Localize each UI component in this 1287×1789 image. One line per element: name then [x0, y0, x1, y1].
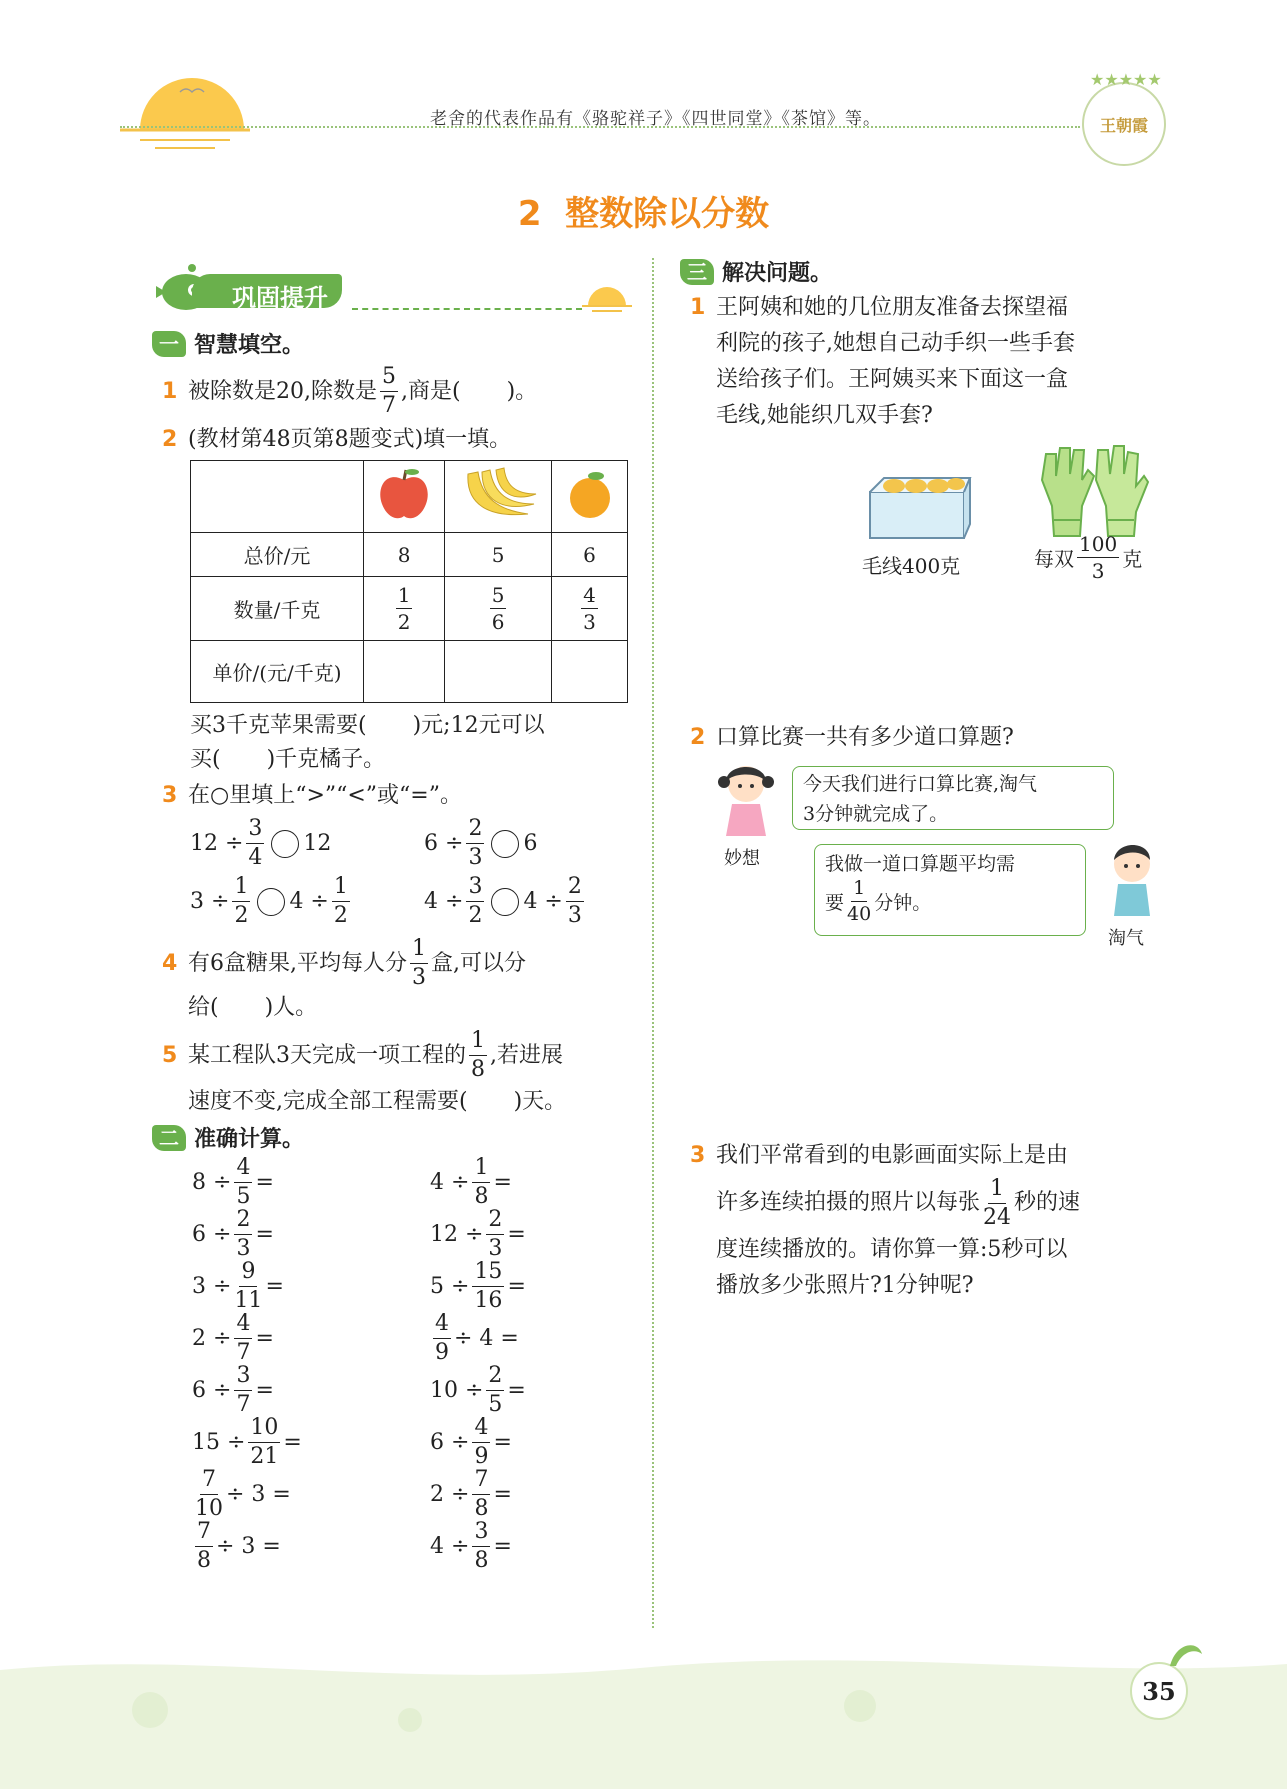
- qty-apple-num: 1: [397, 583, 411, 607]
- calc-frac-num: 7: [472, 1469, 490, 1495]
- calc-fraction: [195, 1466, 223, 1521]
- banana-cell: [445, 461, 552, 533]
- q2-after2b: )千克橘子。: [266, 747, 386, 772]
- q4-frac-den: 3: [412, 965, 426, 990]
- calc-fraction: [472, 1258, 504, 1313]
- small-sun-icon: [582, 282, 632, 314]
- apple-cell: [364, 461, 445, 533]
- unit-price-orange-input[interactable]: [552, 641, 628, 703]
- calc-frac-den: 9: [474, 1443, 489, 1469]
- q1-text-a: 被除数是20,除数是: [188, 378, 377, 404]
- calc-frac-num: 4: [234, 1157, 252, 1183]
- unit-price-label: 单价/(元/千克): [191, 641, 364, 703]
- calc-fraction: [472, 1414, 490, 1469]
- price-table: [190, 460, 628, 703]
- calc-frac-den: 8: [474, 1495, 489, 1521]
- calc-pre: 8 ÷: [192, 1169, 232, 1195]
- calc-post: ÷ 3 =: [216, 1533, 281, 1559]
- consolidate-banner: [152, 262, 632, 314]
- question-5: [162, 1030, 563, 1081]
- calc-pre: 5 ÷: [430, 1273, 470, 1299]
- calc-frac-num: 2: [234, 1209, 252, 1235]
- calc-post: ÷ 4 =: [454, 1325, 519, 1351]
- calc-left-column: [192, 1156, 362, 1572]
- calc-fraction: [234, 1310, 252, 1365]
- q1-fraction: [380, 366, 398, 417]
- p2-text: 口算比赛一共有多少道口算题?: [716, 725, 1014, 750]
- brand-logo-text: 王朝霞: [1099, 115, 1148, 135]
- boy-speech-2a: 要: [825, 892, 845, 914]
- q3-item-2: [424, 818, 537, 869]
- boy-fraction: [847, 879, 871, 924]
- calc-post: =: [255, 1325, 274, 1351]
- p3-frac-num: 1: [988, 1178, 1006, 1204]
- boy-frac-den: 40: [847, 903, 872, 925]
- calc-frac-num: 15: [472, 1261, 504, 1287]
- orange-cell: [552, 461, 628, 533]
- calc-pre: 10 ÷: [430, 1377, 484, 1403]
- banner-label: 巩固提升: [232, 284, 328, 312]
- left-item-3: [192, 1260, 362, 1312]
- calc-frac-den: 3: [488, 1235, 503, 1261]
- calc-pre: 6 ÷: [430, 1429, 470, 1455]
- header: [0, 0, 1287, 150]
- calc-frac-num: 1: [472, 1157, 490, 1183]
- q1-frac-num: 5: [380, 366, 398, 392]
- calc-post: =: [493, 1169, 512, 1195]
- q5-text-a: 某工程队3天完成一项工程的: [188, 1042, 466, 1068]
- left-item-5: [192, 1364, 362, 1416]
- section2-heading: [152, 1122, 304, 1153]
- yarn-label: 毛线400克: [862, 554, 961, 578]
- right-item-3: [430, 1260, 586, 1312]
- right-item-1: [430, 1156, 586, 1208]
- banana-icon: [458, 464, 538, 524]
- footer-wave: [0, 1650, 1287, 1789]
- apple-icon: [374, 466, 434, 522]
- right-item-5: [430, 1364, 586, 1416]
- left-item-4: [192, 1312, 362, 1364]
- glove-label-post: 克: [1122, 547, 1143, 571]
- calc-frac-den: 11: [234, 1287, 263, 1313]
- calc-post: =: [283, 1429, 302, 1455]
- q3-item4-frac-b: [566, 876, 584, 927]
- question-3-number: 3: [162, 783, 178, 808]
- q3-item3-b: 4 ÷: [289, 888, 329, 914]
- calc-frac-num: 7: [200, 1469, 218, 1495]
- brand-logo: [1082, 82, 1166, 166]
- boy-name: 淘气: [1108, 928, 1144, 949]
- calc-frac-num: 4: [472, 1417, 490, 1443]
- question-1-number: 1: [162, 378, 178, 404]
- q3-item1-den: 4: [248, 845, 263, 870]
- qty-orange-den: 3: [583, 610, 596, 634]
- calc-frac-den: 16: [474, 1287, 503, 1313]
- calc-fraction: [248, 1414, 280, 1469]
- q3-item1-a: 12 ÷: [190, 830, 244, 856]
- glove-label: [1034, 534, 1142, 581]
- q3-item-4: [424, 876, 587, 927]
- q3-item-1: [190, 818, 331, 869]
- calc-frac-den: 10: [195, 1495, 223, 1521]
- q3-item4-den-a: 2: [468, 903, 483, 928]
- boy-speech-line-2: [825, 879, 1075, 924]
- q3-text: 在○里填上“>”“<”或“=”。: [188, 783, 462, 808]
- boy-speech-2b: 分钟。: [874, 892, 932, 914]
- q3-item3-den-b: 2: [333, 903, 348, 928]
- qty-orange-num: 4: [583, 583, 596, 607]
- calc-fraction: [195, 1518, 213, 1573]
- question-5-number: 5: [162, 1042, 178, 1068]
- section3-badge: 三: [680, 259, 714, 285]
- section3-title: 解决问题。: [722, 261, 833, 286]
- calc-frac-num: 2: [486, 1365, 504, 1391]
- calc-pre: 15 ÷: [192, 1429, 246, 1455]
- q3-item3-den-a: 2: [234, 903, 249, 928]
- unit-price-banana-input[interactable]: [445, 641, 552, 703]
- q5-fraction: [469, 1030, 487, 1081]
- question-5-line-2: [188, 1084, 566, 1120]
- gloves-illustration: [1034, 440, 1150, 540]
- calc-fraction: [486, 1362, 504, 1417]
- calc-frac-num: 3: [472, 1521, 490, 1547]
- q3-item3-num-b: 1: [332, 876, 350, 902]
- q3-item4-num-a: 3: [466, 876, 484, 902]
- calc-pre: 3 ÷: [192, 1273, 232, 1299]
- girl-speech-line-2: 3分钟就完成了。: [803, 803, 949, 825]
- q4-frac-num: 1: [410, 938, 428, 964]
- calc-frac-num: 4: [234, 1313, 252, 1339]
- calc-pre: 4 ÷: [430, 1169, 470, 1195]
- q1-text-c: )。: [506, 378, 538, 404]
- question-4-line-2: [188, 990, 317, 1026]
- q3-item2-a: 6 ÷: [424, 830, 464, 856]
- q5-frac-num: 1: [469, 1030, 487, 1056]
- compare-circle-1[interactable]: [271, 830, 299, 858]
- calc-frac-den: 21: [250, 1443, 279, 1469]
- total-price-banana: 5: [445, 533, 552, 577]
- q4-text-d: )人。: [264, 995, 318, 1020]
- q2-follow-line-1: [190, 708, 545, 744]
- problem-2-number: 2: [690, 725, 706, 750]
- q3-item1-frac: [246, 818, 264, 869]
- question-4-number: 4: [162, 950, 178, 976]
- sun-illustration: [120, 70, 250, 150]
- p3-line-4: 播放多少张照片?1分钟呢?: [716, 1273, 974, 1298]
- calc-post: =: [493, 1429, 512, 1455]
- qty-apple-den: 2: [397, 610, 411, 634]
- q4-text-c: 给(: [188, 995, 219, 1020]
- q4-text-b: 盒,可以分: [431, 950, 526, 976]
- calc-post: =: [255, 1169, 274, 1195]
- quantity-label: 数量/千克: [191, 577, 364, 641]
- q2-after1a: 买3千克苹果需要(: [190, 713, 367, 738]
- p1-line-1: 王阿姨和她的几位朋友准备去探望福: [716, 295, 1069, 320]
- p3-fraction: [983, 1175, 1012, 1230]
- right-item-8: [430, 1520, 586, 1572]
- banner-line: [352, 308, 582, 310]
- calc-frac-den: 5: [488, 1391, 503, 1417]
- calc-fraction: [472, 1466, 490, 1521]
- calc-pre: 12 ÷: [430, 1221, 484, 1247]
- left-item-2: [192, 1208, 362, 1260]
- header-tip: 老舍的代表作品有《骆驼祥子》《四世同堂》《茶馆》等。: [430, 109, 881, 129]
- calc-frac-den: 5: [236, 1183, 251, 1209]
- compare-circle-3[interactable]: [257, 888, 285, 916]
- problem-3-number: 3: [690, 1143, 706, 1168]
- q1-frac-den: 7: [382, 393, 396, 418]
- dolphin-icon: [1166, 1636, 1206, 1676]
- q3-item4-num-b: 2: [566, 876, 584, 902]
- right-item-7: [430, 1468, 586, 1520]
- q3-item1-b: 12: [303, 830, 332, 856]
- q3-item1-num: 3: [246, 818, 264, 844]
- q3-item3-frac-a: [232, 876, 250, 927]
- calc-frac-num: 10: [248, 1417, 280, 1443]
- calc-frac-den: 8: [474, 1183, 489, 1209]
- boy-speech-bubble: [814, 844, 1086, 936]
- girl-name: 妙想: [724, 848, 760, 869]
- p3-line-2b: 秒的速: [1014, 1190, 1081, 1215]
- q3-item3-frac-b: [332, 876, 350, 927]
- calc-frac-den: 8: [197, 1547, 211, 1573]
- q5-text-b: ,若进展: [490, 1042, 563, 1068]
- q1-text-b: ,商是(: [401, 378, 461, 404]
- calc-frac-num: 7: [195, 1521, 213, 1547]
- table-corner-cell: [191, 461, 364, 533]
- calc-pre: 4 ÷: [430, 1533, 470, 1559]
- calc-post: =: [255, 1221, 274, 1247]
- q3-item4-den-b: 3: [567, 903, 582, 928]
- q5-text-c: 速度不变,完成全部工程需要(: [188, 1089, 468, 1114]
- boy-frac-num: 1: [851, 879, 867, 902]
- q3-item3-a: 3 ÷: [190, 888, 230, 914]
- calc-post: =: [507, 1273, 526, 1299]
- q3-item2-den: 3: [468, 845, 483, 870]
- calc-fraction: [234, 1362, 252, 1417]
- calc-post: =: [507, 1377, 526, 1403]
- qty-banana-den: 6: [491, 610, 505, 634]
- calc-post: =: [493, 1481, 512, 1507]
- calc-frac-den: 7: [236, 1339, 251, 1365]
- section1-badge: 一: [152, 331, 186, 357]
- left-item-6: [192, 1416, 362, 1468]
- quantity-banana: [445, 577, 552, 641]
- calc-frac-den: 9: [435, 1339, 449, 1365]
- boy-avatar: [1104, 840, 1160, 924]
- total-price-orange: 6: [552, 533, 628, 577]
- left-item-8: [192, 1520, 362, 1572]
- q3-item2-frac: [466, 818, 484, 869]
- quantity-apple: [364, 577, 445, 641]
- calc-pre: 6 ÷: [192, 1377, 232, 1403]
- calc-pre: 2 ÷: [192, 1325, 232, 1351]
- total-price-label: 总价/元: [191, 533, 364, 577]
- calc-frac-num: 4: [433, 1313, 451, 1339]
- page-number: 35: [1142, 1676, 1176, 1706]
- problem-2: [690, 720, 1014, 756]
- star-icons: ★★★★★: [1090, 70, 1162, 89]
- total-price-apple: 8: [364, 533, 445, 577]
- q3-item2-num: 2: [466, 818, 484, 844]
- orange-icon: [562, 466, 618, 522]
- q3-item3-num-a: 1: [232, 876, 250, 902]
- compare-circle-4[interactable]: [491, 888, 519, 916]
- glove-fraction: [1077, 534, 1119, 581]
- calc-frac-den: 7: [236, 1391, 251, 1417]
- glove-frac-den: 3: [1091, 559, 1105, 583]
- calc-pre: 6 ÷: [192, 1221, 232, 1247]
- calc-frac-num: 9: [239, 1261, 257, 1287]
- yarn-box-illustration: [864, 470, 974, 542]
- calc-post: =: [255, 1377, 274, 1403]
- question-2: [162, 422, 511, 458]
- glove-label-pre: 每双: [1034, 547, 1074, 571]
- q4-fraction: [410, 938, 428, 989]
- calc-pre: 2 ÷: [430, 1481, 470, 1507]
- q3-item4-frac-a: [466, 876, 484, 927]
- calc-post: ÷ 3 =: [226, 1481, 291, 1507]
- question-3: [162, 778, 462, 814]
- q3-item-3: [190, 876, 353, 927]
- girl-avatar: [716, 760, 776, 844]
- q3-item4-b: 4 ÷: [523, 888, 563, 914]
- q4-text-a: 有6盒糖果,平均每人分: [188, 950, 407, 976]
- qty-banana-num: 5: [491, 583, 505, 607]
- calc-post: =: [265, 1273, 284, 1299]
- right-item-2: [430, 1208, 586, 1260]
- column-divider: [652, 258, 654, 1628]
- unit-price-apple-input[interactable]: [364, 641, 445, 703]
- calc-frac-num: 2: [486, 1209, 504, 1235]
- girl-speech-bubble: [792, 766, 1114, 830]
- calc-fraction: [472, 1154, 490, 1209]
- p3-line-2a: 许多连续拍摄的照片以每张: [716, 1190, 981, 1215]
- page-title: 2 整数除以分数: [517, 194, 770, 234]
- calc-fraction: [472, 1518, 490, 1573]
- q2-after1b: )元;12元可以: [412, 713, 545, 738]
- q3-item4-a: 4 ÷: [424, 888, 464, 914]
- p3-line-3: 度连续播放的。请你算一算:5秒可以: [716, 1237, 1068, 1262]
- p3-frac-den: 24: [983, 1204, 1012, 1230]
- quantity-orange: [552, 577, 628, 641]
- compare-circle-2[interactable]: [491, 830, 519, 858]
- calc-fraction: [433, 1310, 451, 1365]
- q2-follow-line-2: [190, 742, 385, 778]
- right-item-6: [430, 1416, 586, 1468]
- q5-frac-den: 8: [471, 1057, 485, 1082]
- p1-line-4: 毛线,她能织几双手套?: [716, 403, 933, 428]
- girl-speech-line-1: 今天我们进行口算比赛,淘气: [803, 773, 1038, 795]
- calc-post: =: [507, 1221, 526, 1247]
- q2-text: (教材第48页第8题变式)填一填。: [188, 427, 512, 452]
- section2-badge: 二: [152, 1125, 186, 1151]
- calc-fraction: [234, 1206, 252, 1261]
- p1-line-2: 利院的孩子,她想自己动手织一些手套: [716, 331, 1075, 356]
- glove-frac-num: 100: [1079, 532, 1118, 556]
- left-item-7: [192, 1468, 362, 1520]
- calc-frac-den: 3: [236, 1235, 251, 1261]
- calc-fraction: [234, 1258, 263, 1313]
- calc-fraction: [234, 1154, 252, 1209]
- p1-line-3: 送给孩子们。王阿姨买来下面这一盒: [716, 367, 1069, 392]
- problem-1: [690, 290, 1170, 434]
- q3-item2-b: 6: [523, 830, 538, 856]
- right-item-4: [430, 1312, 586, 1364]
- problem-1-number: 1: [690, 295, 706, 320]
- left-item-1: [192, 1156, 362, 1208]
- problem-3: [690, 1138, 1170, 1304]
- calc-post: =: [493, 1533, 512, 1559]
- calc-right-column: [430, 1156, 586, 1572]
- boy-speech-line-1: 我做一道口算题平均需: [825, 853, 1016, 875]
- question-2-number: 2: [162, 427, 178, 452]
- q2-after2a: 买(: [190, 747, 221, 772]
- section1-heading: [152, 328, 304, 359]
- p3-line-2: [716, 1174, 1170, 1232]
- section1-title: 智慧填空。: [194, 333, 305, 358]
- section3-heading: [680, 256, 832, 287]
- question-1: [162, 366, 537, 417]
- p3-line-1: 我们平常看到的电影画面实际上是由: [716, 1143, 1069, 1168]
- section2-title: 准确计算。: [194, 1127, 305, 1152]
- question-4: [162, 938, 526, 989]
- calc-frac-num: 3: [234, 1365, 252, 1391]
- calc-fraction: [486, 1206, 504, 1261]
- calc-frac-den: 8: [474, 1547, 489, 1573]
- q5-text-d: )天。: [513, 1089, 567, 1114]
